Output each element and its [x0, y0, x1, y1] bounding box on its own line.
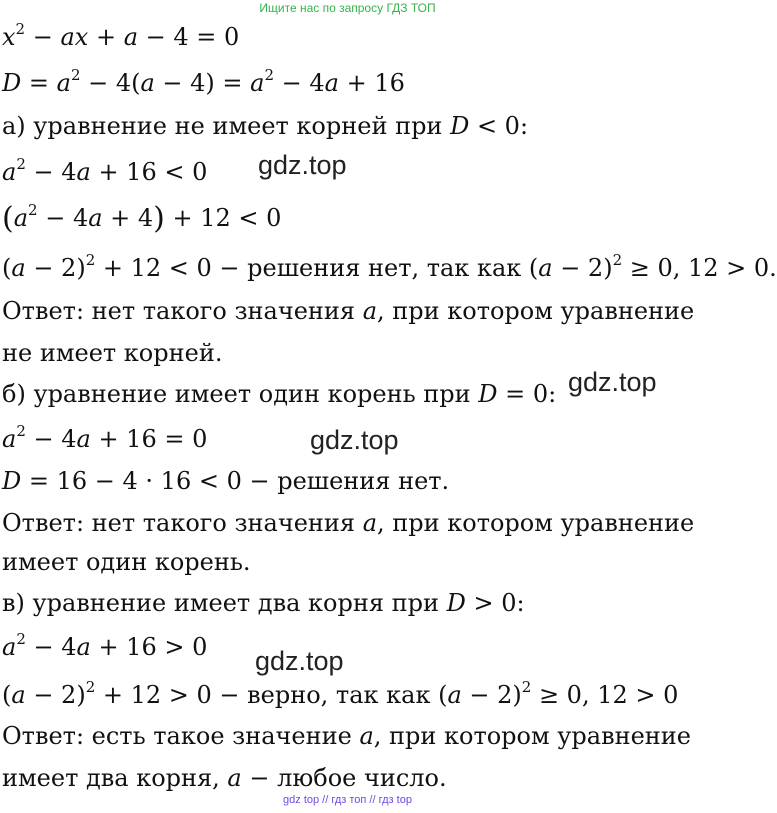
part-c-answer: Ответ: есть такое значение a, при котором уравнение	[2, 722, 691, 750]
part-b-equation: $a^2 - 4a + 16 = 0$	[2, 422, 208, 453]
part-c-answer-cont: имеет два корня, a − любое число.	[2, 764, 447, 792]
part-b-discriminant: D = 16 − 4 · 16 < 0 − решения нет.	[2, 467, 450, 495]
watermark-3: gdz.top	[310, 425, 399, 455]
part-c-heading: в) уравнение имеет два корня при D > 0:	[2, 589, 525, 617]
part-b-answer: Ответ: нет такого значения a, при котором уравнение	[2, 509, 695, 537]
discriminant-line: $D = a^2 - 4(a - 4) = a^2 - 4a + 16$	[2, 66, 405, 97]
part-a-grouped: $(a^2 - 4a + 4) + 12 < 0$	[2, 201, 282, 236]
watermark-2: gdz.top	[568, 367, 657, 397]
footer-links: gdz top // гдз топ // гдз top	[283, 794, 412, 806]
part-a-conclusion: $(a - 2)^2 + 12 < 0$ − решения нет, так как $(a - 2)^2 \ge 0$, 12 > 0.	[2, 251, 777, 282]
part-a-heading: а) уравнение не имеет корней при D < 0:	[2, 112, 529, 140]
part-c-inequality: $a^2 - 4a + 16 > 0$	[2, 630, 208, 661]
part-c-conclusion: $(a - 2)^2 + 12 > 0$ − верно, так как $(a - 2)^2 \ge 0$, 12 > 0	[2, 678, 679, 709]
equation-line-1: $x^2$ − ax + a − 4 = 0	[2, 20, 240, 51]
part-a-answer: Ответ: нет такого значения a, при котором уравнение	[2, 297, 695, 325]
watermark-1: gdz.top	[258, 150, 347, 180]
part-a-answer-cont: не имеет корней.	[2, 339, 223, 367]
part-b-answer-cont: имеет один корень.	[2, 548, 251, 576]
part-b-heading: б) уравнение имеет один корень при D = 0:	[2, 380, 557, 408]
top-banner: Ищите нас по запросу ГДЗ ТОП	[259, 1, 436, 15]
watermark-4: gdz.top	[255, 646, 344, 676]
part-a-inequality: $a^2 - 4a + 16 < 0$	[2, 155, 208, 186]
